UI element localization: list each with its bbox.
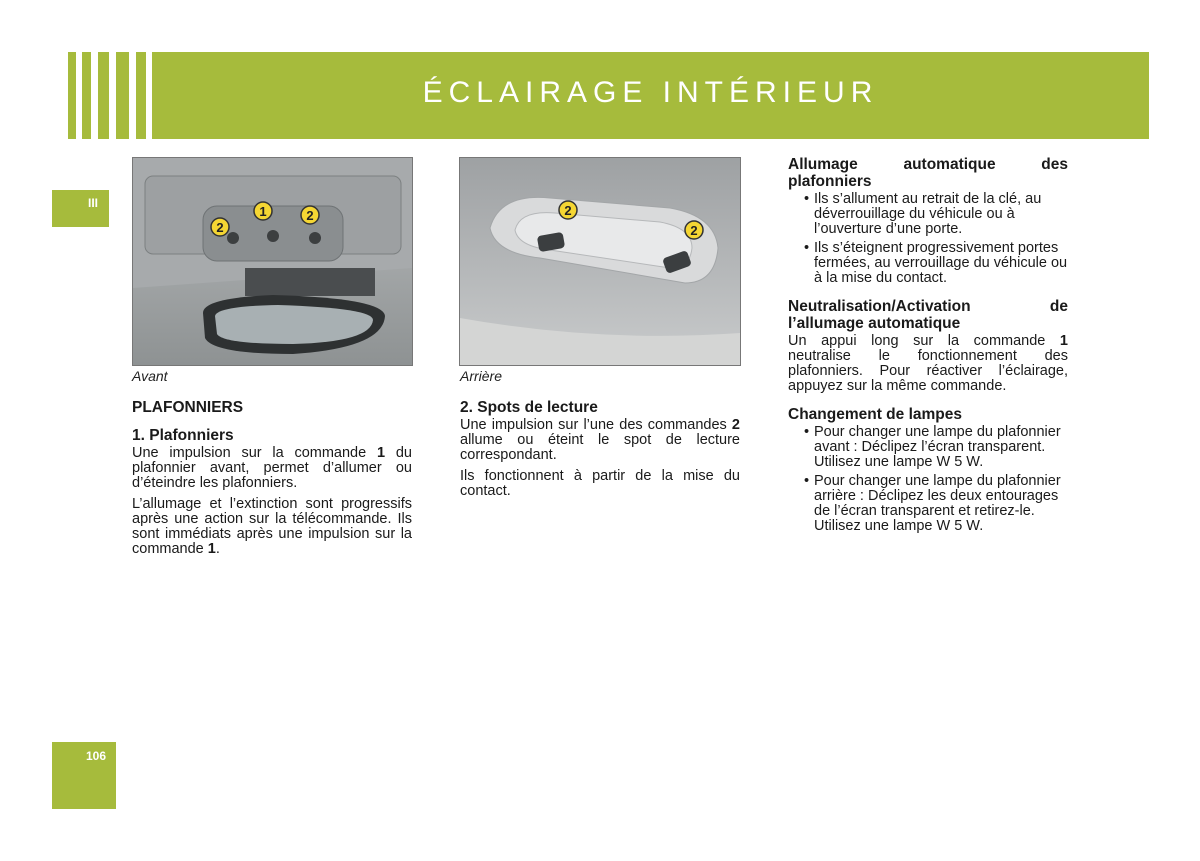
subsection-heading: 2. Spots de lecture [460, 399, 598, 416]
list-item: • Pour changer une lampe du plafonnier arrière : Déclipez les deux entourages de l’écran transparent et retirez-le. Utilisez une lampe W 5 W. [788, 474, 1068, 534]
list-item: • Ils s’éteignent progressivement portes fermées, au verrouillage du véhicule ou à la mise du contact. [788, 241, 1068, 286]
front-light-illustration [133, 158, 412, 365]
chapter-tab-label: III [88, 196, 99, 210]
middle-column [460, 399, 740, 505]
rear-light-photo [459, 157, 741, 366]
paragraph: Une impulsion sur l’une des commandes 2 allume ou éteint le spot de lecture correspondant. [460, 417, 740, 463]
section-heading-auto-light: Allumage automatique des plafonniers [788, 156, 1068, 190]
chapter-tab [52, 190, 109, 227]
bullet-list [788, 192, 1068, 286]
paragraph: L’allumage et l’extinction sont progressifs après une action sur la télécommande. Ils sont immédiats après une impulsion sur la commande 1. [132, 496, 412, 557]
section-heading-neutralisation: Neutralisation/Activation de l’allumage automatique [788, 298, 1068, 332]
header-stripe [68, 52, 76, 139]
right-column [788, 156, 1068, 542]
paragraph: Ils fonctionnent à partir de la mise du contact. [460, 468, 740, 499]
bullet-list [788, 425, 1068, 534]
caption-front: Avant [132, 368, 168, 384]
header-stripe [136, 52, 146, 139]
badge-1-label: 1 [259, 204, 267, 219]
paragraph: Une impulsion sur la commande 1 du plafonnier avant, permet d’allumer ou d’éteindre les plafonniers. [132, 445, 412, 491]
header-band [152, 52, 1149, 139]
page-number-box [52, 742, 116, 809]
badge-2-label: 2 [690, 223, 698, 238]
badge-2-label: 2 [564, 203, 572, 218]
page-title: ÉCLAIRAGE INTÉRIEUR [422, 76, 879, 109]
front-light-photo [132, 157, 413, 366]
header-stripe [116, 52, 129, 139]
caption-rear: Arrière [460, 368, 503, 384]
header-stripe [82, 52, 91, 139]
page-number: 106 [86, 749, 107, 763]
section-heading: PLAFONNIERS [132, 399, 244, 416]
header-stripe [98, 52, 109, 139]
list-item: • Pour changer une lampe du plafonnier avant : Déclipez l’écran transparent. Utilisez une lampe W 5 W. [788, 425, 1068, 470]
section-heading-lamp-change: Changement de lampes [788, 406, 962, 423]
badge-2-label: 2 [216, 220, 224, 235]
list-item: • Ils s’allument au retrait de la clé, au déverrouillage du véhicule ou à l’ouverture d’une porte. [788, 192, 1068, 237]
subsection-heading: 1. Plafonniers [132, 427, 234, 444]
badge-2-label: 2 [306, 208, 314, 223]
left-column [132, 400, 412, 563]
paragraph: Un appui long sur la commande 1 neutralise le fonctionnement des plafonniers. Pour réactiver l’éclairage, appuyez sur la même commande. [788, 333, 1068, 394]
rear-light-illustration [460, 158, 740, 365]
